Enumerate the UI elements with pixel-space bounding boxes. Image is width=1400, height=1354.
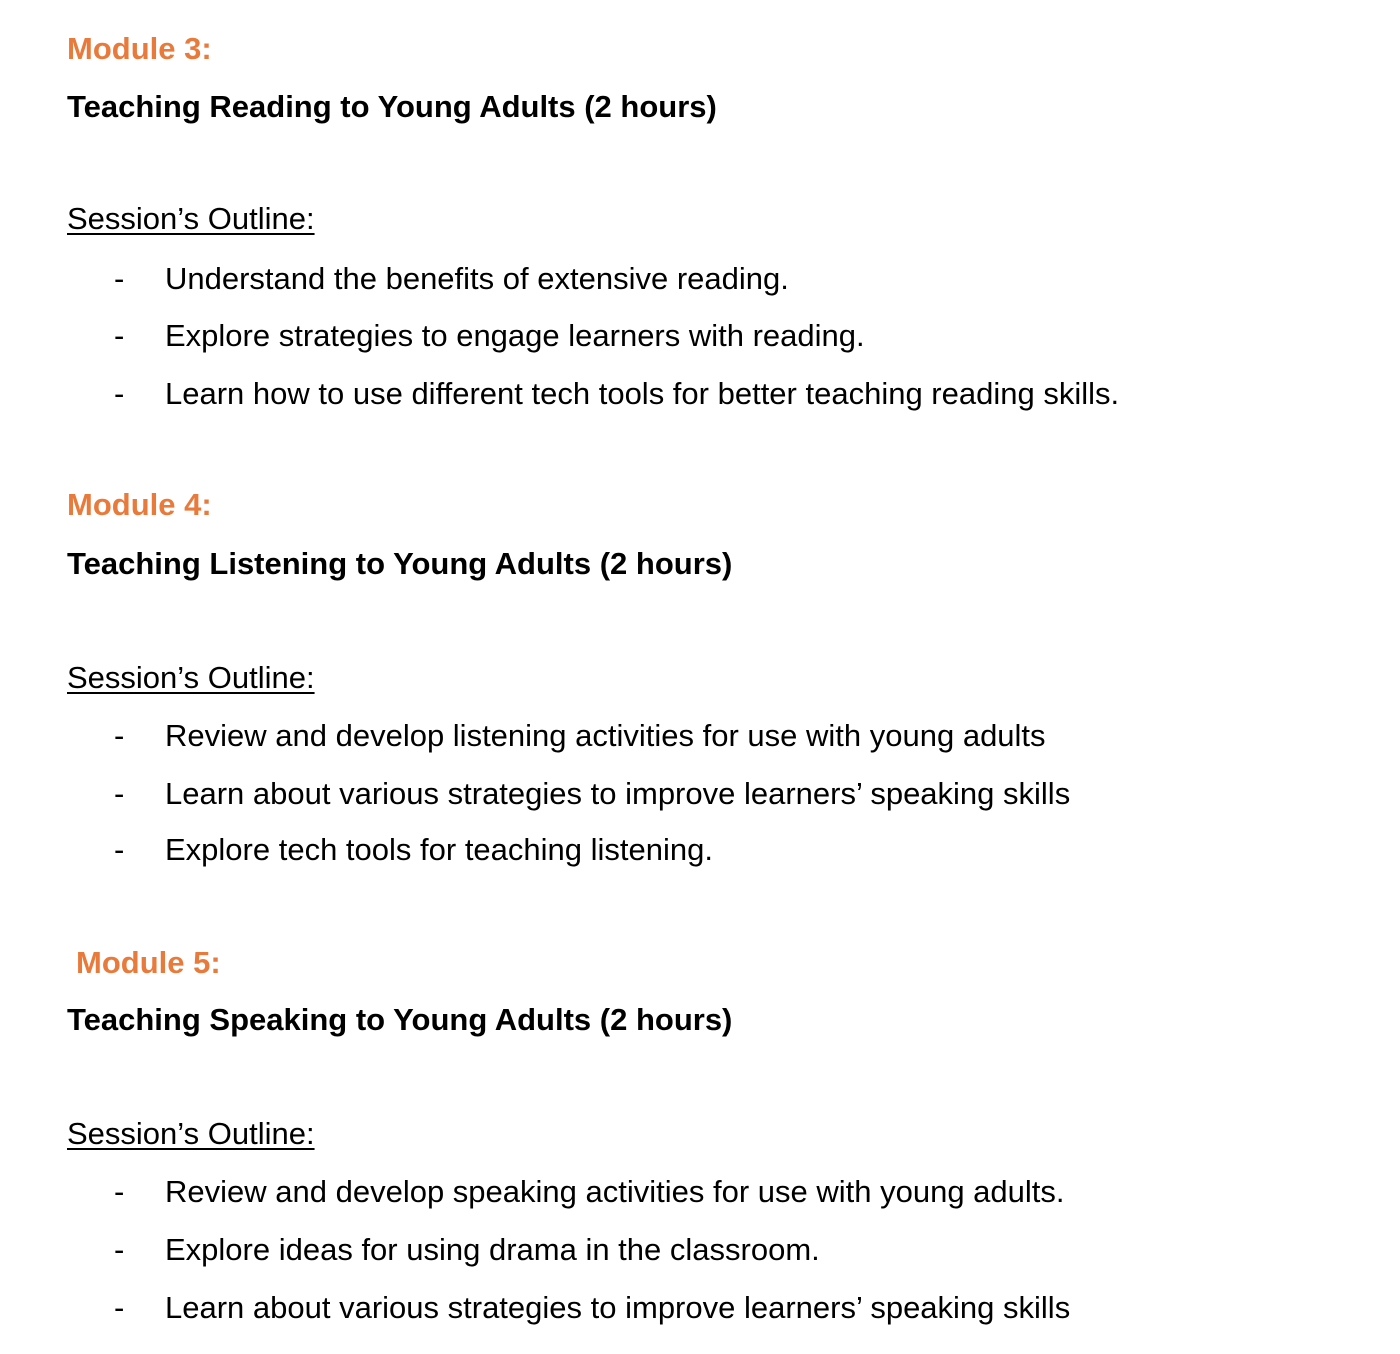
dash-bullet-icon: - xyxy=(114,376,125,411)
module-title: Teaching Listening to Young Adults (2 hours) xyxy=(67,546,733,581)
list-item-text: Learn about various strategies to improve learners’ speaking skills xyxy=(165,1290,1071,1325)
list-item-text: Understand the benefits of extensive reading. xyxy=(165,261,789,296)
session-outline-label: Session’s Outline: xyxy=(67,660,315,695)
list-item xyxy=(0,261,1400,297)
list-item-text: Learn about various strategies to improve learners’ speaking skills xyxy=(165,776,1071,811)
list-item xyxy=(0,832,1400,868)
module-heading: Module 3: xyxy=(67,31,212,66)
list-item-text: Explore strategies to engage learners with reading. xyxy=(165,318,865,353)
session-outline-label: Session’s Outline: xyxy=(67,1116,315,1151)
dash-bullet-icon: - xyxy=(114,832,125,867)
dash-bullet-icon: - xyxy=(114,1174,125,1209)
list-item-text: Explore tech tools for teaching listening. xyxy=(165,832,713,867)
list-item-text: Explore ideas for using drama in the classroom. xyxy=(165,1232,820,1267)
list-item xyxy=(0,1174,1400,1210)
dash-bullet-icon: - xyxy=(114,318,125,353)
list-item-text: Review and develop speaking activities for use with young adults. xyxy=(165,1174,1065,1209)
module-title: Teaching Reading to Young Adults (2 hours) xyxy=(67,89,717,124)
list-item-text: Review and develop listening activities for use with young adults xyxy=(165,718,1046,753)
module-title: Teaching Speaking to Young Adults (2 hours) xyxy=(67,1002,733,1037)
list-item xyxy=(0,776,1400,812)
list-item xyxy=(0,318,1400,354)
dash-bullet-icon: - xyxy=(114,1290,125,1325)
list-item-text: Learn how to use different tech tools for better teaching reading skills. xyxy=(165,376,1120,411)
list-item xyxy=(0,1290,1400,1326)
dash-bullet-icon: - xyxy=(114,718,125,753)
dash-bullet-icon: - xyxy=(114,776,125,811)
list-item xyxy=(0,376,1400,412)
module-heading: Module 5: xyxy=(76,945,221,980)
list-item xyxy=(0,1232,1400,1268)
module-heading: Module 4: xyxy=(67,487,212,522)
session-outline-label: Session’s Outline: xyxy=(67,201,315,236)
list-item xyxy=(0,718,1400,754)
dash-bullet-icon: - xyxy=(114,261,125,296)
dash-bullet-icon: - xyxy=(114,1232,125,1267)
